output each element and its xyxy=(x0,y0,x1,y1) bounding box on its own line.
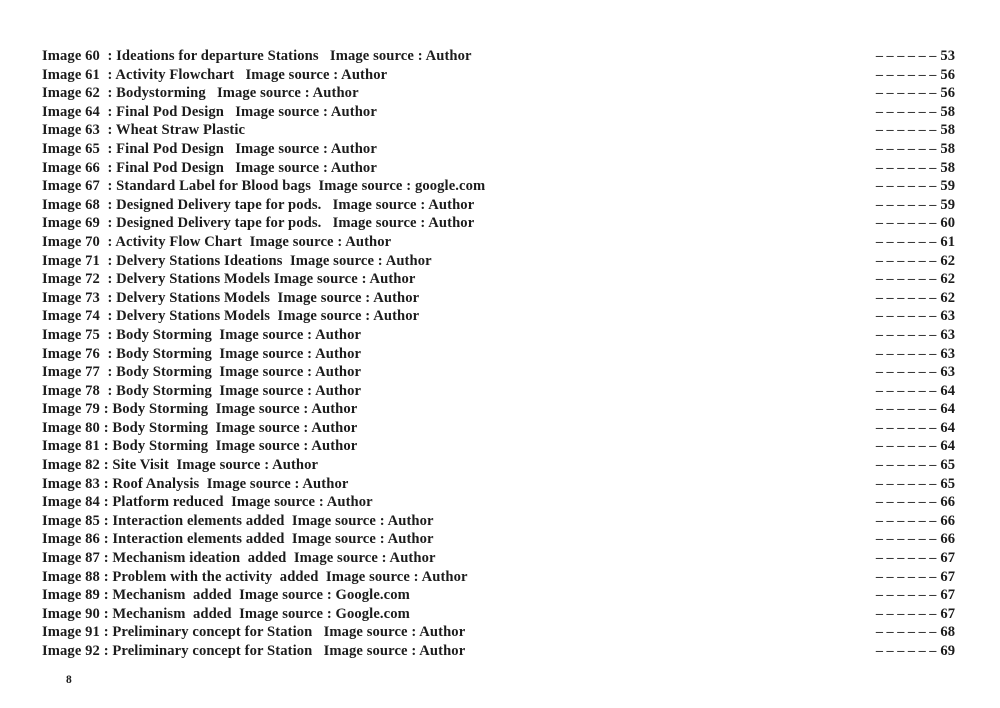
list-item xyxy=(42,530,955,549)
page-ref: 61 xyxy=(940,233,955,250)
figure-entry-text: Image 60 : Ideations for departure Stations Image source : Author xyxy=(42,48,472,64)
page-ref: 67 xyxy=(940,587,955,604)
figure-entry-text: Image 61 : Activity Flowchart Image source : Author xyxy=(42,66,388,83)
page-ref: 59 xyxy=(940,196,955,213)
page-ref: 67 xyxy=(940,605,955,622)
figure-entry-text: Image 63 : Wheat Straw Plastic xyxy=(42,122,246,139)
page-ref: 63 xyxy=(940,345,955,362)
page-ref: 56 xyxy=(940,66,955,83)
list-item xyxy=(42,549,955,568)
list-item xyxy=(42,623,955,642)
list-item xyxy=(42,400,955,419)
list-item xyxy=(42,66,955,85)
figure-entry-text: Image 83 : Roof Analysis Image source : Author xyxy=(42,475,349,492)
figure-entry-text: Image 66 : Final Pod Design Image source : Author xyxy=(42,159,377,176)
dash-leader: –––––– xyxy=(875,271,940,288)
dash-leader: –––––– xyxy=(875,568,940,585)
list-item xyxy=(42,586,955,605)
page-ref: 63 xyxy=(940,326,955,343)
list-item xyxy=(42,605,955,624)
list-item xyxy=(42,419,955,438)
list-item xyxy=(42,345,955,364)
dash-leader: –––––– xyxy=(875,512,940,529)
figure-entry-text: Image 81 : Body Storming Image source : Author xyxy=(42,438,358,455)
page-ref: 65 xyxy=(940,457,955,474)
list-item xyxy=(42,456,955,475)
page-ref: 68 xyxy=(940,624,955,641)
list-item xyxy=(42,47,955,66)
page-ref: 53 xyxy=(940,48,955,64)
dash-leader: –––––– xyxy=(875,550,940,567)
dash-leader: –––––– xyxy=(875,382,940,399)
list-item xyxy=(42,214,955,233)
dash-leader: –––––– xyxy=(875,178,940,195)
dash-leader: –––––– xyxy=(875,85,940,102)
dash-leader: –––––– xyxy=(875,531,940,548)
figure-entry-text: Image 82 : Site Visit Image source : Author xyxy=(42,457,319,474)
list-item xyxy=(42,270,955,289)
list-item xyxy=(42,140,955,159)
dash-leader: –––––– xyxy=(875,457,940,474)
list-item xyxy=(42,84,955,103)
dash-leader: –––––– xyxy=(875,605,940,622)
dash-leader: –––––– xyxy=(875,401,940,418)
list-item xyxy=(42,196,955,215)
figure-entry-text: Image 65 : Final Pod Design Image source : Author xyxy=(42,140,377,157)
figure-entry-text: Image 64 : Final Pod Design Image source : Author xyxy=(42,103,377,120)
list-item xyxy=(42,326,955,345)
dash-leader: –––––– xyxy=(875,159,940,176)
figure-entry-text: Image 78 : Body Storming Image source : Author xyxy=(42,382,362,399)
dash-leader: –––––– xyxy=(875,252,940,269)
list-item xyxy=(42,493,955,512)
dash-leader: –––––– xyxy=(875,419,940,436)
page-ref: 69 xyxy=(940,643,955,659)
dash-leader: –––––– xyxy=(875,66,940,83)
dash-leader: –––––– xyxy=(875,326,940,343)
figure-entry-text: Image 62 : Bodystorming Image source : Author xyxy=(42,85,359,102)
dash-leader: –––––– xyxy=(875,587,940,604)
footer-page-number: 8 xyxy=(66,674,72,686)
dash-leader: –––––– xyxy=(875,475,940,492)
page-ref: 64 xyxy=(940,382,955,399)
figure-entry-text: Image 79 : Body Storming Image source : Author xyxy=(42,401,358,418)
list-item xyxy=(42,363,955,382)
list-item xyxy=(42,382,955,401)
figure-entry-text: Image 88 : Problem with the activity added Image source : Author xyxy=(42,568,468,585)
dash-leader: –––––– xyxy=(875,196,940,213)
figure-entry-text: Image 73 : Delvery Stations Models Image source : Author xyxy=(42,289,420,306)
dash-leader: –––––– xyxy=(875,624,940,641)
list-item xyxy=(42,233,955,252)
page-ref: 64 xyxy=(940,401,955,418)
figure-entry-text: Image 71 : Delvery Stations Ideations Image source : Author xyxy=(42,252,432,269)
figure-entry-text: Image 85 : Interaction elements added Image source : Author xyxy=(42,512,434,529)
page-ref: 56 xyxy=(940,85,955,102)
page-ref: 64 xyxy=(940,438,955,455)
figure-entry-text: Image 68 : Designed Delivery tape for pods. Image source : Author xyxy=(42,196,475,213)
page-ref: 66 xyxy=(940,531,955,548)
dash-leader: –––––– xyxy=(875,438,940,455)
dash-leader: –––––– xyxy=(875,215,940,232)
dash-leader: –––––– xyxy=(875,289,940,306)
page-ref: 62 xyxy=(940,252,955,269)
figure-entry-text: Image 76 : Body Storming Image source : Author xyxy=(42,345,362,362)
dash-leader: –––––– xyxy=(875,233,940,250)
figure-entry-text: Image 87 : Mechanism ideation added Image source : Author xyxy=(42,550,436,567)
page-ref: 66 xyxy=(940,512,955,529)
page-ref: 64 xyxy=(940,419,955,436)
list-item xyxy=(42,252,955,271)
list-item xyxy=(42,177,955,196)
figure-entry-text: Image 91 : Preliminary concept for Station Image source : Author xyxy=(42,624,466,641)
page-ref: 58 xyxy=(940,159,955,176)
list-item xyxy=(42,642,955,661)
page-ref: 58 xyxy=(940,122,955,139)
figure-entry-text: Image 74 : Delvery Stations Models Image source : Author xyxy=(42,308,420,325)
page-ref: 67 xyxy=(940,568,955,585)
dash-leader: –––––– xyxy=(875,103,940,120)
figure-entry-text: Image 72 : Delvery Stations Models Image source : Author xyxy=(42,271,416,288)
page-ref: 66 xyxy=(940,494,955,511)
page-ref: 65 xyxy=(940,475,955,492)
page-ref: 59 xyxy=(940,178,955,195)
figure-entry-text: Image 86 : Interaction elements added Image source : Author xyxy=(42,531,434,548)
page-ref: 67 xyxy=(940,550,955,567)
list-item xyxy=(42,121,955,140)
figure-entry-text: Image 69 : Designed Delivery tape for pods. Image source : Author xyxy=(42,215,475,232)
figure-entry-text: Image 67 : Standard Label for Blood bags Image source : google.com xyxy=(42,178,486,195)
dash-leader: –––––– xyxy=(875,140,940,157)
dash-leader: –––––– xyxy=(875,494,940,511)
page-ref: 60 xyxy=(940,215,955,232)
figure-entry-text: Image 75 : Body Storming Image source : Author xyxy=(42,326,362,343)
figure-entry-text: Image 77 : Body Storming Image source : Author xyxy=(42,364,362,381)
page-ref: 58 xyxy=(940,103,955,120)
list-item xyxy=(42,475,955,494)
dash-leader: –––––– xyxy=(875,345,940,362)
page-ref: 58 xyxy=(940,140,955,157)
list-item xyxy=(42,307,955,326)
figure-entry-text: Image 89 : Mechanism added Image source : Google.com xyxy=(42,587,410,604)
dash-leader: –––––– xyxy=(875,308,940,325)
list-item xyxy=(42,159,955,178)
figure-entry-text: Image 84 : Platform reduced Image source : Author xyxy=(42,494,373,511)
dash-leader: –––––– xyxy=(875,48,940,64)
page-ref: 62 xyxy=(940,289,955,306)
list-item xyxy=(42,437,955,456)
figure-list xyxy=(42,47,955,661)
figure-entry-text: Image 92 : Preliminary concept for Station Image source : Author xyxy=(42,643,466,659)
list-item xyxy=(42,103,955,122)
dash-leader: –––––– xyxy=(875,643,940,659)
dash-leader: –––––– xyxy=(875,122,940,139)
page-ref: 63 xyxy=(940,308,955,325)
list-item xyxy=(42,568,955,587)
figure-entry-text: Image 70 : Activity Flow Chart Image source : Author xyxy=(42,233,392,250)
list-item xyxy=(42,289,955,308)
list-item xyxy=(42,512,955,531)
figure-entry-text: Image 90 : Mechanism added Image source : Google.com xyxy=(42,605,410,622)
dash-leader: –––––– xyxy=(875,364,940,381)
page-ref: 62 xyxy=(940,271,955,288)
figure-entry-text: Image 80 : Body Storming Image source : Author xyxy=(42,419,358,436)
page-ref: 63 xyxy=(940,364,955,381)
